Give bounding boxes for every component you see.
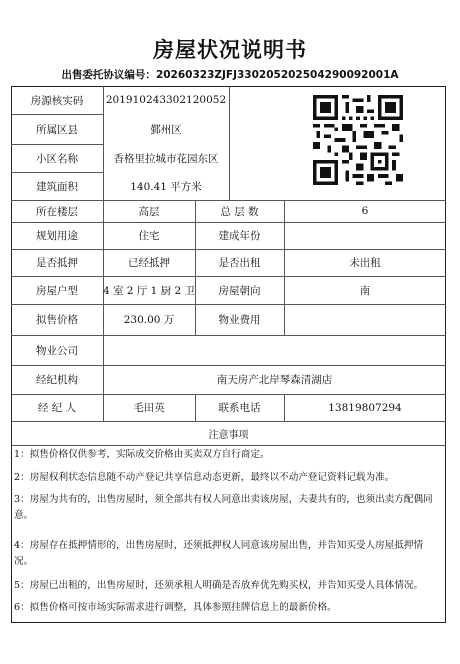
- value-property-company: [103, 335, 446, 365]
- contract-label: 出售委托协议编号：: [61, 69, 156, 81]
- label-listing-code: 房源核实码: [30, 94, 84, 107]
- document-title: 房屋状况说明书: [153, 38, 307, 62]
- value-usage: 住宅: [138, 230, 160, 242]
- value-layout: 4 室 2 厅 1 厨 2 卫: [102, 284, 196, 297]
- contract-number: 20260323ZJFJ330205202504290092001A: [155, 69, 399, 81]
- label-phone: 联系电话: [218, 402, 261, 414]
- qr-code-icon: [313, 90, 403, 190]
- value-district: 鄞州区: [150, 123, 182, 136]
- label-agency: 经纪机构: [36, 374, 78, 386]
- value-price: 230.00 万: [123, 314, 175, 326]
- label-mortgage: 是否抵押: [36, 257, 78, 269]
- note-item: 6：拟售价格可按市场实际需求进行调整，具体参照挂牌信息上的最新价格。: [14, 602, 337, 613]
- label-community: 小区名称: [36, 152, 78, 165]
- label-usage: 规划用途: [36, 230, 78, 242]
- label-layout: 房屋户型: [36, 284, 78, 297]
- value-area: 140.41 平方米: [130, 180, 202, 193]
- contract-number-line: [0, 67, 460, 82]
- label-area: 建筑面积: [36, 180, 78, 193]
- note-item: 3：房屋为共有的，出售房屋时，须全部共有权人同意出卖该房屋，夫妻共有的，也须出卖方配偶同意。: [14, 494, 433, 521]
- note-item: 5：房屋已出租的，出售房屋时，还须承租人明确是否放弃优先购买权，并告知买受人具体情况。: [14, 580, 424, 591]
- note-item: 1：拟售价格仅供参考，实际成交价格由买卖双方自行商定。: [14, 449, 270, 460]
- note-item: 2：房屋权利状态信息随不动产登记共享信息动态更新，最终以不动产登记资料记载为准。: [14, 472, 395, 483]
- value-community: 香格里拉城市花园东区: [113, 152, 219, 165]
- label-rented: 是否出租: [218, 257, 261, 269]
- value-property-fee: [284, 304, 446, 335]
- value-listing-code: 201910243302120052: [105, 94, 227, 106]
- value-agency: 南天房产北岸琴森清湖店: [216, 374, 333, 386]
- value-floor: 高层: [138, 205, 160, 218]
- value-mortgage: 已经抵押: [128, 257, 170, 269]
- note-item: 4：房屋存在抵押情形的，出售房屋时，还须抵押权人同意该房屋出售，并告知买受人房屋抵押情况。: [14, 540, 424, 567]
- label-price: 拟售价格: [36, 314, 78, 326]
- label-build-year: 建成年份: [218, 230, 261, 242]
- label-agent: 经 纪 人: [37, 402, 77, 414]
- label-total-floors: 总 层 数: [220, 205, 259, 218]
- value-build-year: [284, 222, 446, 249]
- label-floor: 所在楼层: [36, 205, 78, 218]
- label-property-company: 物业公司: [36, 344, 78, 357]
- value-rented: 未出租: [349, 257, 381, 269]
- value-agent: 毛田英: [133, 402, 165, 414]
- notes-title: 注意事项: [208, 429, 249, 441]
- label-district: 所属区县: [36, 123, 78, 136]
- value-orientation: 南: [359, 284, 371, 297]
- value-total-floors: 6: [361, 205, 369, 217]
- value-phone: 13819807294: [328, 401, 402, 414]
- label-property-fee: 物业费用: [218, 314, 261, 326]
- label-orientation: 房屋朝向: [218, 284, 261, 297]
